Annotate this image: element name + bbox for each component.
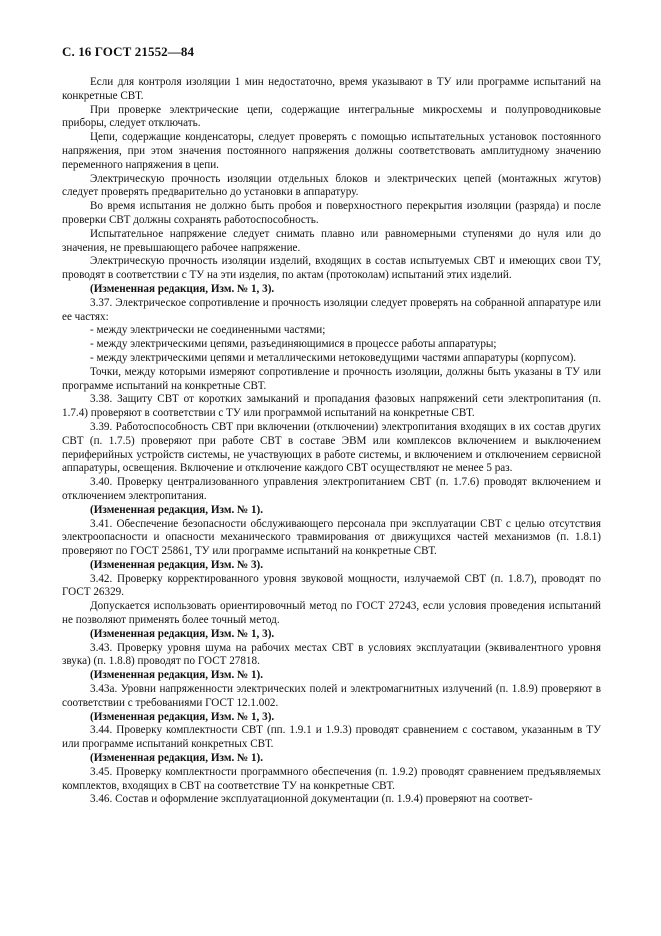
amendment-note: (Измененная редакция, Изм. № 1). bbox=[90, 752, 264, 765]
paragraph: - между электрическими цепями, разъединяющимися в процессе работы аппаратуры; bbox=[90, 338, 497, 351]
paragraph: Допускается использовать ориентировочный метод по ГОСТ 27243, если условия проведения испытаний не позволяют применять более точный метод. bbox=[62, 600, 601, 627]
paragraph: - между электрически не соединенными частями; bbox=[90, 324, 326, 337]
paragraph: 3.42. Проверку корректированного уровня звуковой мощности, излучаемой СВТ (п. 1.8.7), проводят по ГОСТ 26329. bbox=[62, 572, 601, 599]
paragraph: Цепи, содержащие конденсаторы, следует проверять с помощью испытательных установок постоянного напряжения, при этом значения постоянного напряжения должны соответствовать амплитудному значению переменного напряжения в цепи. bbox=[62, 131, 601, 171]
paragraph: 3.38. Защиту СВТ от коротких замыканий и пропадания фазовых напряжений сети электропитания (п. 1.7.4) проверяют в соответствии с ТУ или программой испытаний на конкретные СВТ. bbox=[62, 393, 601, 420]
paragraph: 3.43а. Уровни напряженности электрических полей и электромагнитных излучений (п. 1.8.9) проверяют в соответствии с требованиями ГОСТ 12.1.002. bbox=[62, 683, 601, 709]
amendment-note: (Измененная редакция, Изм. № 1, 3). bbox=[90, 282, 275, 295]
amendment-note: (Измененная редакция, Изм. № 1, 3). bbox=[90, 710, 275, 723]
paragraph: Электрическую прочность изоляции отдельных блоков и электрических цепей (монтажных жгутов) следует проверять предварительно до установки в аппаратуру. bbox=[62, 172, 601, 199]
paragraph: Электрическую прочность изоляции изделий, входящих в состав испытуемых СВТ и имеющих свои ТУ, проводят в соответствии с ТУ на эти изделия, по актам (протоколам) испытаний этих изделий. bbox=[62, 255, 601, 282]
paragraph: При проверке электрические цепи, содержащие интегральные микросхемы и полупроводниковые приборы, следует отключать. bbox=[62, 103, 601, 130]
amendment-note: (Измененная редакция, Изм. № 3). bbox=[90, 558, 264, 571]
paragraph: 3.44. Проверку комплектности СВТ (пп. 1.9.1 и 1.9.3) проводят сравнением с составом, указанным в ТУ или программе испытаний конкретных СВТ. bbox=[62, 724, 601, 751]
paragraph: 3.43. Проверку уровня шума на рабочих местах СВТ в условиях эксплуатации (эквивалентного уровня звука) (п. 1.8.8) проводят по ГОСТ 27818. bbox=[62, 641, 601, 668]
amendment-note: (Измененная редакция, Изм. № 1). bbox=[90, 503, 264, 516]
paragraph: 3.37. Электрическое сопротивление и прочность изоляции следует проверять на собранной аппаратуре или ее частях: bbox=[62, 296, 601, 323]
paragraph: 3.45. Проверку комплектности программного обеспечения (п. 1.9.2) проводят сравнением предъявляемых комплектов, входящих в СВТ на соответствие ТУ на конкретные СВТ. bbox=[62, 765, 601, 792]
paragraph: Если для контроля изоляции 1 мин недостаточно, время указывают в ТУ или программе испытаний на конкретные СВТ. bbox=[62, 76, 601, 102]
paragraph: - между электрическими цепями и металлическими нетоковедущими частями аппаратуры (корпусом). bbox=[90, 351, 577, 364]
paragraph: 3.40. Проверку централизованного управления электропитанием СВТ (п. 1.7.6) проводят включением и отключением электропитания. bbox=[62, 476, 601, 502]
paragraph: 3.41. Обеспечение безопасности обслуживающего персонала при эксплуатации СВТ с целью отсутствия электроопасности и опасности механического травмирования от движущихся частей механизмов (п. 1.8.1) проверяют по ГОСТ 25861, ТУ или программе испытаний на конкретные СВТ. bbox=[62, 517, 601, 558]
paragraph: Во время испытания не должно быть пробоя и поверхностного перекрытия изоляции (разряда) и после проверки СВТ должны сохранять работоспособность. bbox=[62, 200, 601, 226]
paragraph: Испытательное напряжение следует снимать плавно или равномерными ступенями до нуля или до значения, не превышающего рабочее напряжение. bbox=[62, 227, 601, 254]
amendment-note: (Измененная редакция, Изм. № 1). bbox=[90, 669, 264, 682]
paragraph: Точки, между которыми измеряют сопротивление и прочность изоляции, должны быть указаны в ТУ или программе испытаний на конкретные СВТ. bbox=[62, 365, 601, 392]
paragraph: 3.39. Работоспособность СВТ при включении (отключении) электропитания входящих в их состав других СВТ (п. 1.7.5) проверяют при работе СВТ в составе ЭВМ или комплексов включением и выключением периферийных устройств системы, не участвующих в работе системы, и включением и отключением сервисной аппаратуры, освещения. Включение и отключение каждого СВТ осуществляют не менее 5 раз. bbox=[62, 420, 601, 475]
page-header: С. 16 ГОСТ 21552—84 bbox=[62, 44, 195, 59]
paragraph: 3.46. Состав и оформление эксплуатационной документации (п. 1.9.4) проверяют на соответ- bbox=[90, 793, 533, 806]
amendment-note: (Измененная редакция, Изм. № 1, 3). bbox=[90, 627, 275, 640]
document-body bbox=[62, 76, 601, 807]
